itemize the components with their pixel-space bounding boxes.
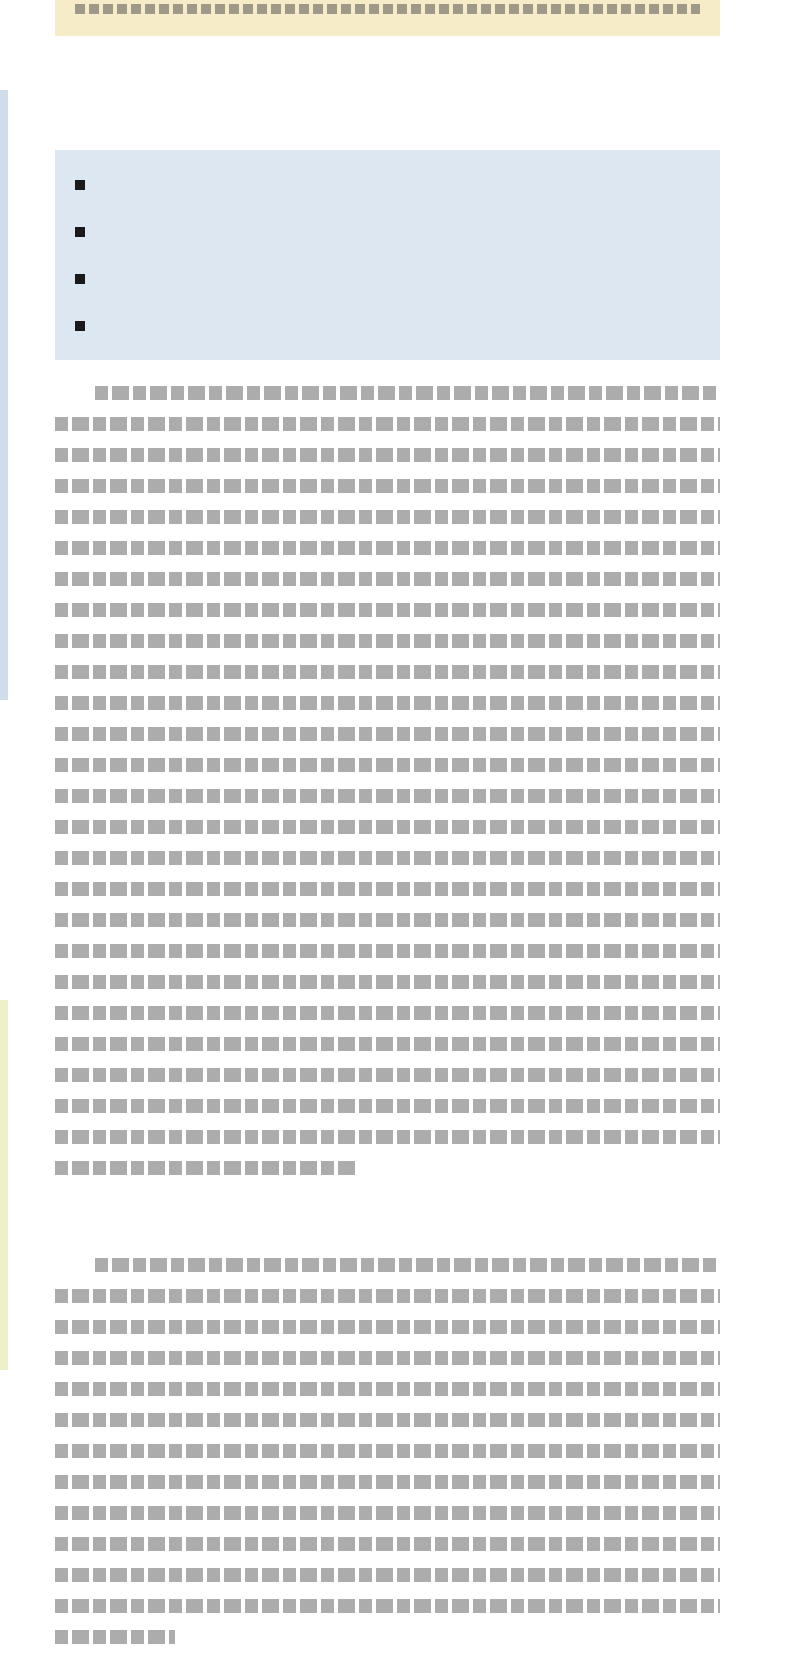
text-line-placeholder — [55, 820, 720, 834]
text-line-placeholder — [55, 479, 720, 493]
text-line-placeholder — [55, 1068, 720, 1082]
text-line-placeholder — [55, 882, 720, 896]
article-paragraph — [55, 1250, 720, 1670]
text-line-placeholder — [95, 1258, 720, 1272]
key-points-box — [55, 150, 720, 360]
text-line-placeholder — [55, 851, 720, 865]
key-point — [75, 170, 107, 200]
article-paragraph — [55, 378, 720, 1193]
text-line-placeholder — [55, 1351, 720, 1365]
text-line-placeholder — [55, 1099, 720, 1113]
article-headline — [55, 58, 720, 138]
key-point — [75, 264, 107, 294]
text-line-placeholder — [55, 1630, 175, 1644]
text-line-placeholder — [55, 758, 720, 772]
text-line-placeholder — [55, 696, 720, 710]
text-line-placeholder — [55, 1537, 720, 1551]
text-line-placeholder — [55, 448, 720, 462]
previous-article-strip — [55, 0, 720, 36]
adjacent-column-edge — [0, 1000, 8, 1370]
text-line-placeholder — [55, 634, 720, 648]
text-line-placeholder — [55, 1037, 720, 1051]
text-line-placeholder — [55, 1568, 720, 1582]
text-line-placeholder — [55, 572, 720, 586]
key-point — [75, 311, 107, 341]
text-line-placeholder — [55, 541, 720, 555]
text-line-placeholder — [55, 1289, 720, 1303]
square-bullet-icon — [75, 321, 85, 331]
text-line-placeholder — [55, 944, 720, 958]
text-line-placeholder — [55, 603, 720, 617]
text-line-placeholder — [55, 1382, 720, 1396]
text-line-placeholder — [55, 1320, 720, 1334]
text-line-placeholder — [55, 1444, 720, 1458]
square-bullet-icon — [75, 227, 85, 237]
text-line-placeholder — [55, 1161, 355, 1175]
square-bullet-icon — [75, 180, 85, 190]
text-line-placeholder — [95, 386, 720, 400]
text-line-placeholder — [55, 1599, 720, 1613]
text-line-placeholder — [55, 1006, 720, 1020]
text-line-placeholder — [55, 975, 720, 989]
text-line-placeholder — [55, 789, 720, 803]
cut-off-text — [75, 4, 700, 14]
text-line-placeholder — [55, 913, 720, 927]
text-line-placeholder — [55, 727, 720, 741]
text-line-placeholder — [55, 417, 720, 431]
adjacent-column-edge — [0, 90, 8, 700]
square-bullet-icon — [75, 274, 85, 284]
text-line-placeholder — [55, 1413, 720, 1427]
text-line-placeholder — [55, 1130, 720, 1144]
text-line-placeholder — [55, 665, 720, 679]
text-line-placeholder — [55, 1475, 720, 1489]
key-point — [75, 217, 107, 247]
text-line-placeholder — [55, 510, 720, 524]
text-line-placeholder — [55, 1506, 720, 1520]
